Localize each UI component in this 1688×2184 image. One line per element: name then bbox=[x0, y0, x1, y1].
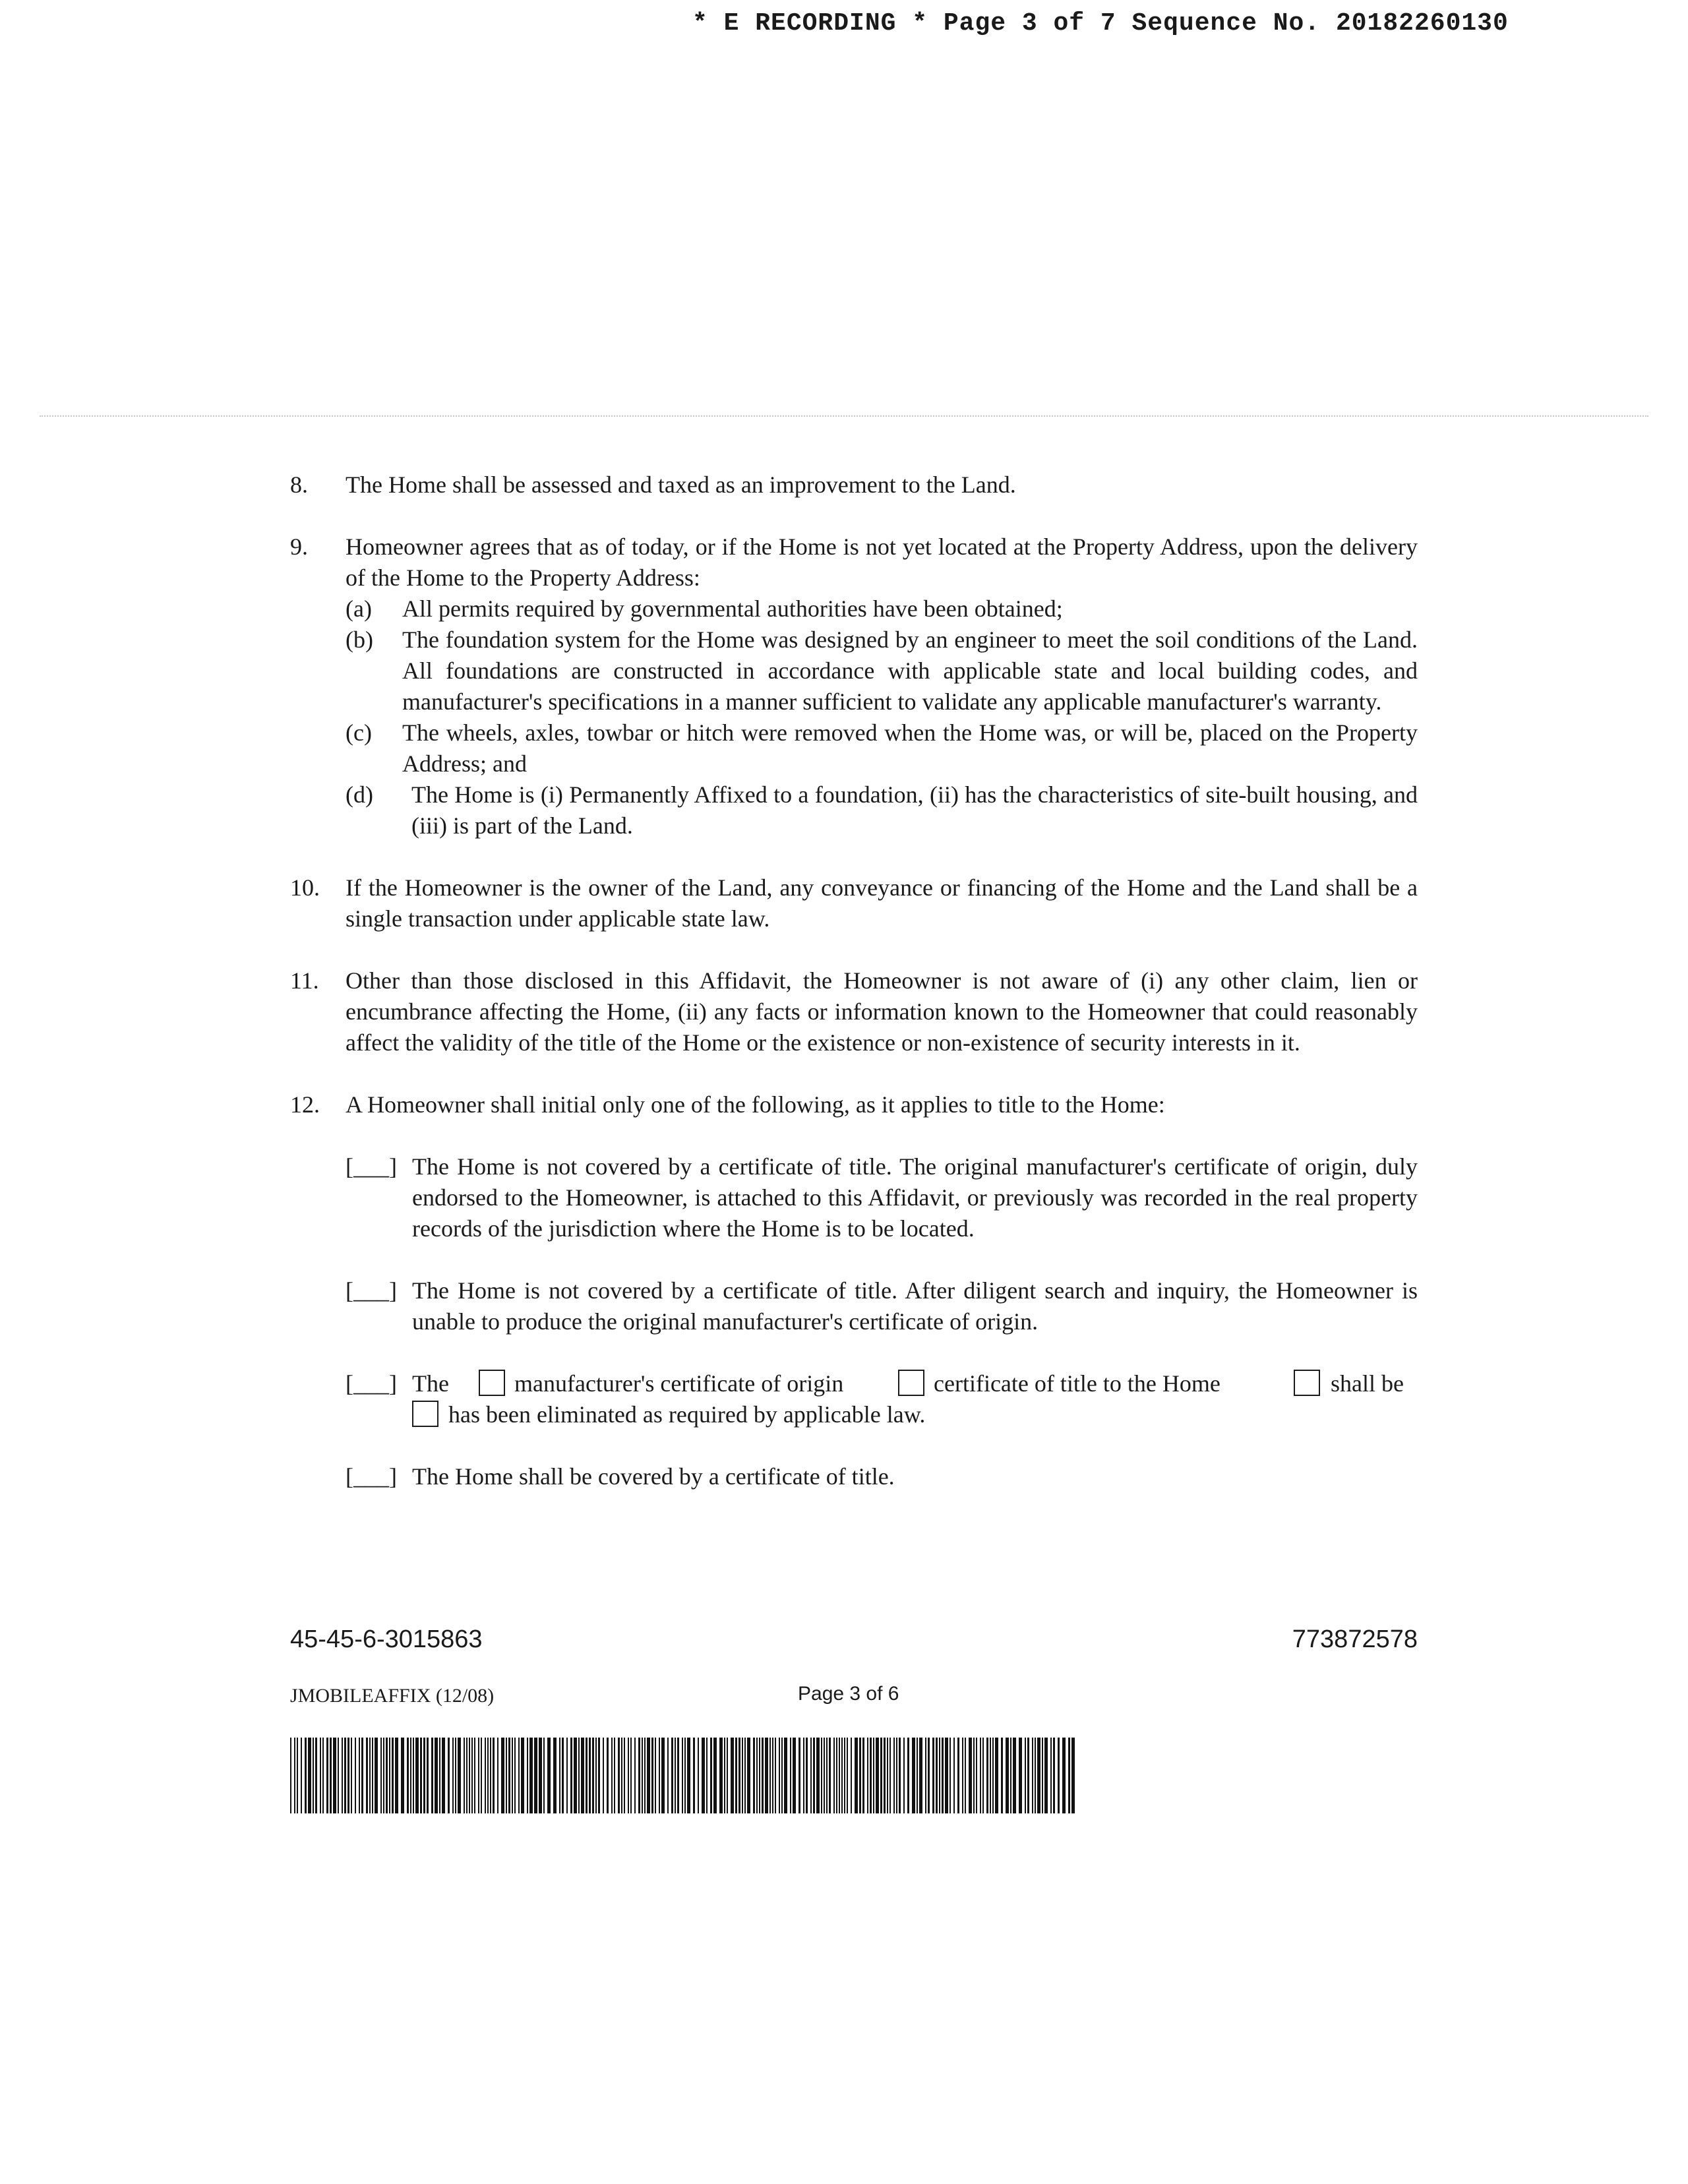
subitem-text: The foundation system for the Home was designed by an engineer to meet the soil conditions of the Land. All foundations are constructed in accordance with applicable state and local building codes, and manufacturer's specifications in a manner sufficient to validate any applicable manufacturer's warranty. bbox=[402, 626, 1418, 715]
item-text: Other than those disclosed in this Affidavit, the Homeowner is not aware of (i) any other claim, lien or encumbrance affecting the Home, (ii) any facts or information known to the Homeowner that could reasonably affect the validity of the title of the Home or the existence or non-existence of security interests in it. bbox=[346, 967, 1418, 1056]
item-text: Homeowner agrees that as of today, or if the Home is not yet located at the Property Address, upon the delivery of the Home to the Property Address: bbox=[346, 533, 1418, 591]
page-number: Page 3 of 6 bbox=[798, 1683, 899, 1705]
affidavit-body bbox=[290, 470, 1418, 1523]
item-12 bbox=[290, 1089, 1418, 1120]
item-text: The Home shall be assessed and taxed as an improvement to the Land. bbox=[346, 471, 1016, 498]
form-code: JMOBILEAFFIX (12/08) bbox=[290, 1685, 495, 1707]
item-text: If the Homeowner is the owner of the Land, any conveyance or financing of the Home and the Land shall be a single transaction under applicable state law. bbox=[346, 874, 1418, 932]
initial-blank[interactable]: [___] bbox=[346, 1153, 397, 1180]
option-cot-label: certificate of title to the Home bbox=[934, 1370, 1221, 1397]
subitem-label: (c) bbox=[346, 719, 372, 746]
option-mco-label: manufacturer's certificate of origin bbox=[514, 1370, 844, 1397]
item-9 bbox=[290, 531, 1418, 841]
footer-identifiers bbox=[290, 1625, 1418, 1662]
initial-blank[interactable]: [___] bbox=[346, 1277, 397, 1304]
subitem-d bbox=[346, 779, 1418, 841]
subitem-label: (a) bbox=[346, 595, 372, 622]
scan-dotted-line bbox=[40, 415, 1648, 417]
item-number: 12. bbox=[290, 1091, 320, 1118]
option-eliminated-label: has been eliminated as required by applicable law. bbox=[448, 1401, 926, 1428]
option-text: The Home is not covered by a certificate of title. After diligent search and inquiry, the Homeowner is unable to produce the original manufacturer's certificate of origin. bbox=[412, 1277, 1418, 1335]
cot-checkbox[interactable] bbox=[898, 1370, 924, 1396]
subitem-b bbox=[346, 624, 1418, 717]
mco-checkbox[interactable] bbox=[479, 1370, 505, 1396]
subitem-label: (b) bbox=[346, 626, 373, 653]
recording-header: * E RECORDING * Page 3 of 7 Sequence No. 20182260130 bbox=[692, 9, 1509, 38]
subitem-c bbox=[346, 717, 1418, 779]
option-the: The bbox=[412, 1370, 449, 1397]
item-text: A Homeowner shall initial only one of the following, as it applies to title to the Home: bbox=[346, 1091, 1165, 1118]
barcode-image bbox=[290, 1738, 1078, 1813]
item-number: 9. bbox=[290, 533, 308, 560]
option-text: The Home shall be covered by a certificate of title. bbox=[412, 1463, 895, 1490]
title-option-3 bbox=[290, 1368, 1418, 1430]
title-option-4 bbox=[290, 1461, 1418, 1492]
subitem-text: The Home is (i) Permanently Affixed to a foundation, (ii) has the characteristics of site-built housing, and (iii) is part of the Land. bbox=[411, 781, 1418, 839]
option-shall-be-label: shall be bbox=[1331, 1370, 1404, 1397]
reference-number: 773872578 bbox=[1292, 1625, 1418, 1653]
item-10 bbox=[290, 872, 1418, 934]
item-number: 8. bbox=[290, 471, 308, 498]
item-11 bbox=[290, 965, 1418, 1058]
initial-blank[interactable]: [___] bbox=[346, 1463, 397, 1490]
subitem-a bbox=[346, 593, 1418, 624]
subitem-label: (d) bbox=[346, 781, 373, 808]
title-option-2 bbox=[290, 1275, 1418, 1337]
item-number: 10. bbox=[290, 874, 320, 901]
eliminated-checkbox[interactable] bbox=[412, 1401, 438, 1427]
subitem-text: All permits required by governmental authorities have been obtained; bbox=[402, 595, 1063, 622]
item-number: 11. bbox=[290, 967, 319, 994]
item-8 bbox=[290, 470, 1418, 501]
option-text: The Home is not covered by a certificate of title. The original manufacturer's certificate of origin, duly endorsed to the Homeowner, is attached to this Affidavit, or previously was recorded in the real property records of the jurisdiction where the Home is to be located. bbox=[412, 1153, 1418, 1242]
loan-id: 45-45-6-3015863 bbox=[290, 1625, 483, 1653]
initial-blank[interactable]: [___] bbox=[346, 1370, 397, 1397]
shall-be-checkbox[interactable] bbox=[1294, 1370, 1320, 1396]
title-option-1 bbox=[290, 1151, 1418, 1244]
subitem-text: The wheels, axles, towbar or hitch were removed when the Home was, or will be, placed on the Property Address; and bbox=[402, 719, 1418, 777]
